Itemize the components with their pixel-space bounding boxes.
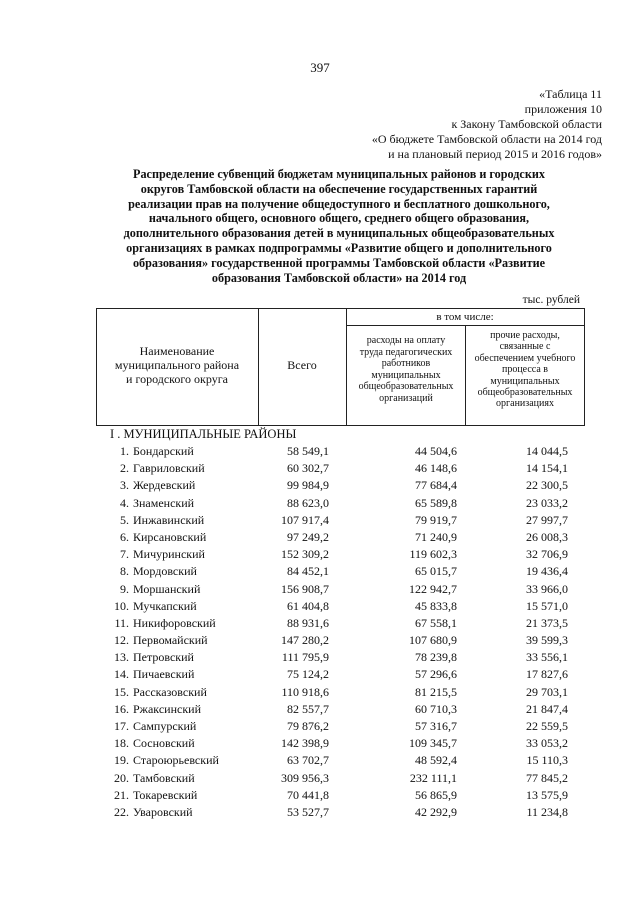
row-index: 3.: [120, 478, 129, 493]
table-row: [0, 581, 640, 598]
row-index: 16.: [114, 701, 129, 716]
table-row: [0, 546, 640, 563]
salary-value: 46 148,6: [415, 461, 457, 476]
row-index: 6.: [120, 529, 129, 544]
total-value: 53 527,7: [287, 804, 329, 819]
total-value: 152 309,2: [281, 547, 329, 562]
total-value: 60 302,7: [287, 461, 329, 476]
total-value: 58 549,1: [287, 444, 329, 458]
header-border-top: [96, 308, 585, 309]
salary-value: 67 558,1: [415, 615, 457, 630]
total-value: 70 441,8: [287, 787, 329, 802]
appendix-note: [372, 87, 602, 162]
salary-value: 77 684,4: [415, 478, 457, 493]
total-value: 309 956,3: [281, 770, 329, 785]
district-name: Тамбовский: [133, 770, 195, 785]
appendix-line: «О бюджете Тамбовской области на 2014 год: [371, 132, 602, 146]
other-value: 22 559,5: [526, 719, 568, 733]
total-value: 61 404,8: [287, 598, 329, 613]
district-name: Мичуринский: [133, 547, 205, 562]
other-value: 13 575,9: [526, 787, 568, 802]
salary-value: 78 239,8: [415, 650, 457, 665]
total-value: 99 984,9: [287, 478, 329, 493]
total-value: 156 908,7: [281, 581, 329, 596]
row-index: 15.: [114, 684, 129, 699]
row-index: 11.: [114, 615, 129, 630]
title-line: Распределение субвенций бюджетам муниципальных районов и городских: [133, 167, 545, 181]
row-index: 13.: [114, 650, 129, 665]
row-index: 17.: [114, 719, 129, 733]
other-value: 27 997,7: [526, 512, 568, 527]
table-row: [0, 718, 640, 735]
table-row: [0, 735, 640, 752]
salary-value: 45 833,8: [415, 598, 457, 613]
header-border-bottom: [96, 425, 585, 426]
district-name: Гавриловский: [133, 461, 205, 476]
district-name: Первомайский: [133, 633, 208, 648]
salary-value: 81 215,5: [415, 684, 457, 699]
salary-value: 57 296,6: [415, 667, 457, 682]
total-value: 97 249,2: [287, 529, 329, 544]
appendix-line: приложения 10: [524, 102, 602, 116]
district-name: Рассказовский: [133, 684, 207, 699]
title-line: округов Тамбовской области на обеспечение государственных гарантий: [140, 181, 538, 196]
district-name: Ржаксинский: [133, 701, 201, 716]
total-value: 63 702,7: [287, 753, 329, 768]
row-index: 14.: [114, 667, 129, 682]
salary-value: 122 942,7: [409, 581, 457, 596]
district-name: Инжавинский: [133, 512, 205, 527]
table-header: [96, 308, 584, 426]
other-value: 29 703,1: [526, 684, 568, 699]
table-row: [0, 752, 640, 769]
row-index: 20.: [114, 770, 129, 785]
table-row: [0, 460, 640, 477]
district-name: Кирсановский: [133, 529, 207, 544]
total-value: 111 795,9: [281, 650, 329, 665]
other-value: 21 847,4: [526, 701, 568, 716]
row-index: 18.: [114, 736, 129, 751]
district-name: Петровский: [133, 650, 194, 665]
total-value: 88 623,0: [287, 495, 329, 510]
table-row: [0, 804, 640, 821]
appendix-line: и на плановый период 2015 и 2016 годов»: [388, 147, 602, 161]
table-row: [0, 563, 640, 580]
row-index: 8.: [120, 564, 129, 579]
table-row: [0, 443, 640, 460]
total-value: 110 918,6: [281, 684, 329, 699]
row-index: 12.: [114, 633, 129, 648]
district-name: Токаревский: [133, 787, 198, 802]
appendix-line: «Таблица 11: [539, 87, 602, 101]
other-value: 33 556,1: [526, 650, 568, 665]
district-name: Моршанский: [133, 581, 201, 596]
row-index: 9.: [120, 581, 129, 596]
other-value: 17 827,6: [526, 667, 568, 682]
salary-value: 65 015,7: [415, 564, 457, 579]
title-line: образования Тамбовской области» на 2014 год: [211, 270, 467, 285]
title-line: образования» государственной программы Тамбовской области «Развитие: [132, 255, 546, 270]
salary-value: 109 345,7: [409, 736, 457, 751]
other-value: 39 599,3: [526, 633, 568, 648]
row-index: 10.: [114, 598, 129, 613]
row-index: 22.: [114, 804, 129, 819]
table-row: [0, 649, 640, 666]
table-row: [0, 495, 640, 512]
row-index: 5.: [120, 512, 129, 527]
other-value: 15 571,0: [526, 598, 568, 613]
row-index: 4.: [120, 495, 129, 510]
header-border-right: [584, 308, 585, 426]
row-index: 19.: [114, 753, 129, 768]
total-value: 142 398,9: [281, 736, 329, 751]
salary-value: 71 240,9: [415, 529, 457, 544]
salary-value: 65 589,8: [415, 495, 457, 510]
salary-value: 79 919,7: [415, 512, 457, 527]
page-number: 397: [310, 60, 330, 75]
section-title: I . МУНИЦИПАЛЬНЫЕ РАЙОНЫ: [110, 427, 297, 441]
document-title: [100, 167, 578, 285]
table-body: [0, 443, 640, 821]
title-line: начального общего, основного общего, среднего общего образования,: [148, 211, 530, 226]
district-name: Жердевский: [133, 478, 196, 493]
row-index: 7.: [120, 547, 129, 562]
salary-value: 107 680,9: [409, 633, 457, 648]
column-header-total: Всего: [287, 358, 317, 372]
table-row: [0, 701, 640, 718]
row-index: 21.: [114, 787, 129, 802]
column-header-including: в том числе:: [436, 311, 494, 323]
district-name: Уваровский: [133, 804, 193, 819]
other-value: 19 436,4: [526, 564, 568, 579]
title-line: реализации прав на получение общедоступного и бесплатного дошкольного,: [128, 196, 550, 211]
table-row: [0, 477, 640, 494]
table-row: [0, 512, 640, 529]
total-value: 75 124,2: [287, 667, 329, 682]
district-name: Пичаевский: [133, 667, 195, 682]
other-value: 14 154,1: [526, 461, 568, 476]
column-header-other: прочие расходы, связанные с обеспечением учебного процесса в муниципальных общеобразовательных организациях: [474, 330, 576, 410]
salary-value: 44 504,6: [415, 444, 457, 458]
salary-value: 42 292,9: [415, 804, 457, 819]
total-value: 107 917,4: [281, 512, 329, 527]
salary-value: 56 865,9: [415, 787, 457, 802]
other-value: 11 234,8: [526, 804, 568, 819]
title-line: дополнительного образования детей в муниципальных общеобразовательных: [123, 226, 555, 241]
total-value: 84 452,1: [287, 564, 329, 579]
total-value: 79 876,2: [287, 719, 329, 733]
table-row: [0, 632, 640, 649]
salary-value: 119 602,3: [409, 547, 457, 562]
district-name: Староюрьевский: [133, 753, 219, 768]
table-row: [0, 666, 640, 683]
total-value: 88 931,6: [287, 615, 329, 630]
row-index: 2.: [120, 461, 129, 476]
other-value: 14 044,5: [526, 444, 568, 458]
other-value: 22 300,5: [526, 478, 568, 493]
salary-value: 232 111,1: [409, 770, 457, 785]
total-value: 82 557,7: [287, 701, 329, 716]
table-row: [0, 787, 640, 804]
district-name: Мучкапский: [133, 598, 197, 613]
district-name: Бондарский: [133, 444, 194, 458]
column-header-salary: расходы на оплату труда педагогических работников муниципальных общеобразовательных организаций: [358, 335, 454, 404]
other-value: 33 053,2: [526, 736, 568, 751]
total-value: 147 280,2: [281, 633, 329, 648]
salary-value: 57 316,7: [415, 719, 457, 733]
other-value: 33 966,0: [526, 581, 568, 596]
other-value: 32 706,9: [526, 547, 568, 562]
units-label: тыс. рублей: [522, 294, 580, 306]
table-row: [0, 770, 640, 787]
district-name: Никифоровский: [133, 615, 216, 630]
other-value: 15 110,3: [526, 753, 568, 768]
column-header-name: Наименование муниципального района и городского округа: [114, 344, 240, 386]
table-row: [0, 598, 640, 615]
row-index: 1.: [120, 444, 129, 458]
other-value: 23 033,2: [526, 495, 568, 510]
table-row: [0, 684, 640, 701]
salary-value: 60 710,3: [415, 701, 457, 716]
appendix-line: к Закону Тамбовской области: [451, 117, 602, 131]
district-name: Знаменский: [133, 495, 195, 510]
other-value: 26 008,3: [526, 529, 568, 544]
title-line: организациях в рамках подпрограммы «Развитие общего и дополнительного: [126, 240, 552, 255]
table-row: [0, 615, 640, 632]
salary-value: 48 592,4: [415, 753, 457, 768]
header-divider-total: [346, 308, 347, 426]
other-value: 77 845,2: [526, 770, 568, 785]
other-value: 21 373,5: [526, 615, 568, 630]
table-row: [0, 529, 640, 546]
district-name: Сосновский: [133, 736, 195, 751]
district-name: Мордовский: [133, 564, 197, 579]
district-name: Сампурский: [133, 719, 197, 733]
